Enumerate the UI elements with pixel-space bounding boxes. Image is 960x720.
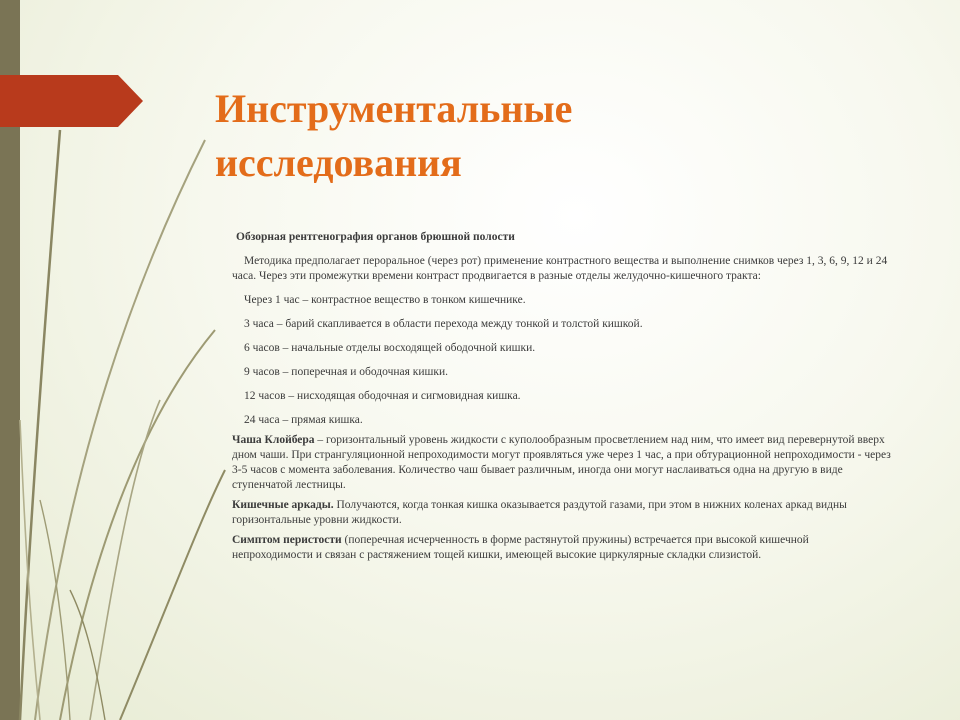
timeline-item: 12 часов – нисходящая ободочная и сигмовидная кишка. [244,390,521,402]
finding-text: Получаются, когда тонкая кишка оказывается раздутой газами, при этом в нижних коленах аркад видны горизонтальные уровни жидкости. [232,499,847,526]
timeline-item: 6 часов – начальные отделы восходящей ободочной кишки. [244,342,536,354]
slide-title [215,82,895,190]
grass-blade [20,130,60,720]
finding-term: Кишечные аркады. [232,499,334,511]
grass-blade [35,140,205,720]
finding-text: (поперечная исчерченность в форме растянутой пружины) встречается при высокой кишечной непроходимости и связан с растяжением тощей кишки, имеющей высокие циркулярные складки слизистой. [232,534,809,561]
title-line-2: исследования [215,140,462,185]
grass-blade [40,500,70,720]
grass-blade [70,590,105,720]
grass-blade [120,470,225,720]
grass-blade [60,330,215,720]
timeline-item: Через 1 час – контрастное вещество в тонком кишечнике. [244,294,526,306]
finding-term: Чаша Клойбера [232,434,315,446]
method-paragraph: Методика предполагает пероральное (через рот) применение контрастного вещества и выполнение снимков через 1, 3, 6, 9, 12 и 24 часа. Через эти промежутки времени контраст продвигается в разные отделы желудочно-кишечного тракта: [232,255,888,282]
timeline-item: 9 часов – поперечная и ободочная кишки. [244,366,449,378]
timeline-item: 3 часа – барий скапливается в области перехода между тонкой и толстой кишкой. [244,318,643,330]
finding-term: Симптом перистости [232,534,342,546]
finding-text: – горизонтальный уровень жидкости с куполообразным просветлением над ним, что имеет вид перевернутой вверх дном чаши. При странгуляционной непроходимости могут проявляться уже через 1 час, а при обтурационной непроходимости - через 3-5 часов с момента заболевания. Количество чаш бывает различным, иногда они могут наслаиваться одна на другую в виде ступенчатой лестницы. [232,434,891,491]
grass-blade [90,400,160,720]
title-line-1: Инструментальные [215,86,573,131]
timeline-item: 24 часа – прямая кишка. [244,414,363,426]
finding-paragraph [232,498,892,528]
title-accent-arrow [0,75,143,127]
slide-content [232,230,892,568]
finding-paragraph [232,533,892,563]
finding-paragraph [232,433,892,493]
subheading: Обзорная рентгенография органов брюшной полости [236,231,515,243]
